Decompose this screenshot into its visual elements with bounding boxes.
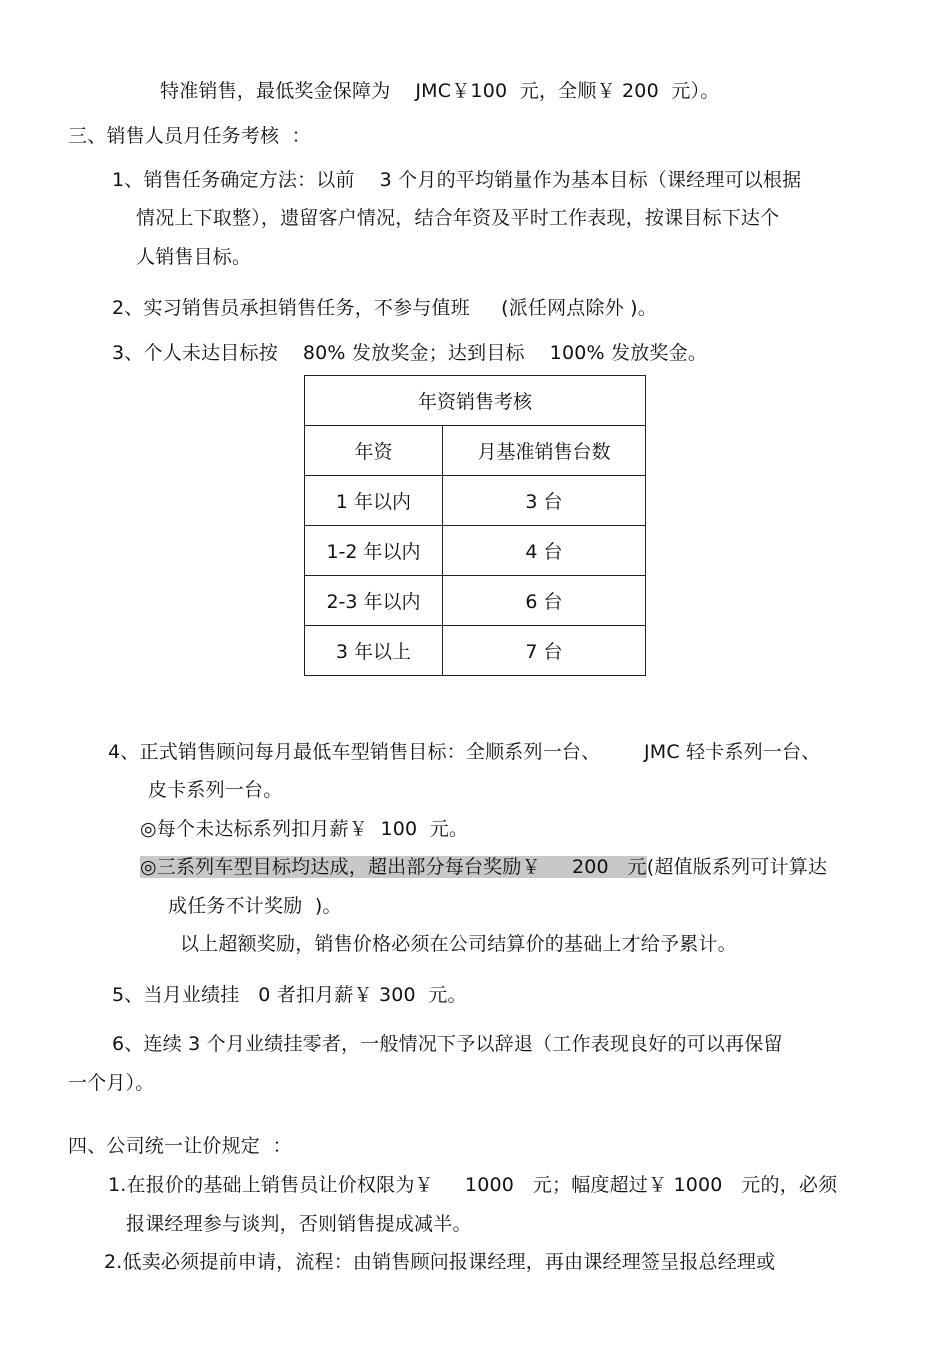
text-line: 成任务不计奖励 )。 <box>168 895 342 917</box>
seniority-sales-table <box>304 375 646 676</box>
table-header: 年资 <box>305 426 443 476</box>
text-span: (超值版系列可计算达 <box>646 856 828 878</box>
table-cell: 3 台 <box>443 476 646 526</box>
text-line: 4、正式销售顾问每月最低车型销售目标：全顺系列一台、 JMC 轻卡系列一台、 <box>108 741 821 763</box>
table-row <box>305 526 646 576</box>
text-line: 6、连续 3 个月业绩挂零者，一般情况下予以辞退（工作表现良好的可以再保留 <box>112 1033 783 1055</box>
text-line: 报课经理参与谈判，否则销售提成减半。 <box>126 1213 472 1235</box>
table-cell: 7 台 <box>443 626 646 676</box>
text-line <box>140 855 827 879</box>
text-line: 3、个人未达目标按 80% 发放奖金；达到目标 100% 发放奖金。 <box>112 342 708 364</box>
text-line: 1、销售任务确定方法：以前 3 个月的平均销量作为基本目标（课经理可以根据 <box>112 169 802 191</box>
text-line: 1.在报价的基础上销售员让价权限为￥ 1000 元；幅度超过￥ 1000 元的，必须 <box>108 1174 838 1196</box>
text-line: 特准销售，最低奖金保障为 JMC￥100 元，全顺￥ 200 元）。 <box>160 80 720 102</box>
table-row <box>305 626 646 676</box>
table-cell: 6 台 <box>443 576 646 626</box>
text-line: 以上超额奖励，销售价格必须在公司结算价的基础上才给予累计。 <box>180 933 737 955</box>
table-cell: 3 年以上 <box>305 626 443 676</box>
table-cell: 2-3 年以内 <box>305 576 443 626</box>
text-line: 2、实习销售员承担销售任务，不参与值班 (派任网点除外 )。 <box>112 297 657 319</box>
text-line: ◎每个未达标系列扣月薪￥ 100 元。 <box>140 818 469 840</box>
table-title: 年资销售考核 <box>305 376 646 426</box>
table-row <box>305 576 646 626</box>
table-cell: 1 年以内 <box>305 476 443 526</box>
table-cell: 4 台 <box>443 526 646 576</box>
section-heading: 四、公司统一让价规定 ： <box>68 1135 292 1157</box>
text-line: 5、当月业绩挂 0 者扣月薪￥ 300 元。 <box>112 984 467 1006</box>
text-line: 2.低卖必须提前申请，流程：由销售顾问报课经理，再由课经理签呈报总经理或 <box>104 1251 776 1273</box>
text-line: 一个月）。 <box>68 1072 155 1094</box>
table-row <box>305 476 646 526</box>
highlighted-text: ◎三系列车型目标均达成，超出部分每台奖励￥ 200 元 <box>140 856 647 878</box>
section-heading: 三、销售人员月任务考核 ： <box>68 125 311 147</box>
table-cell: 1-2 年以内 <box>305 526 443 576</box>
table-header: 月基准销售台数 <box>443 426 646 476</box>
text-line: 情况上下取整），遗留客户情况，结合年资及平时工作表现，按课目标下达个 <box>136 207 780 229</box>
text-line: 人销售目标。 <box>136 246 252 268</box>
text-line: 皮卡系列一台。 <box>148 779 283 801</box>
